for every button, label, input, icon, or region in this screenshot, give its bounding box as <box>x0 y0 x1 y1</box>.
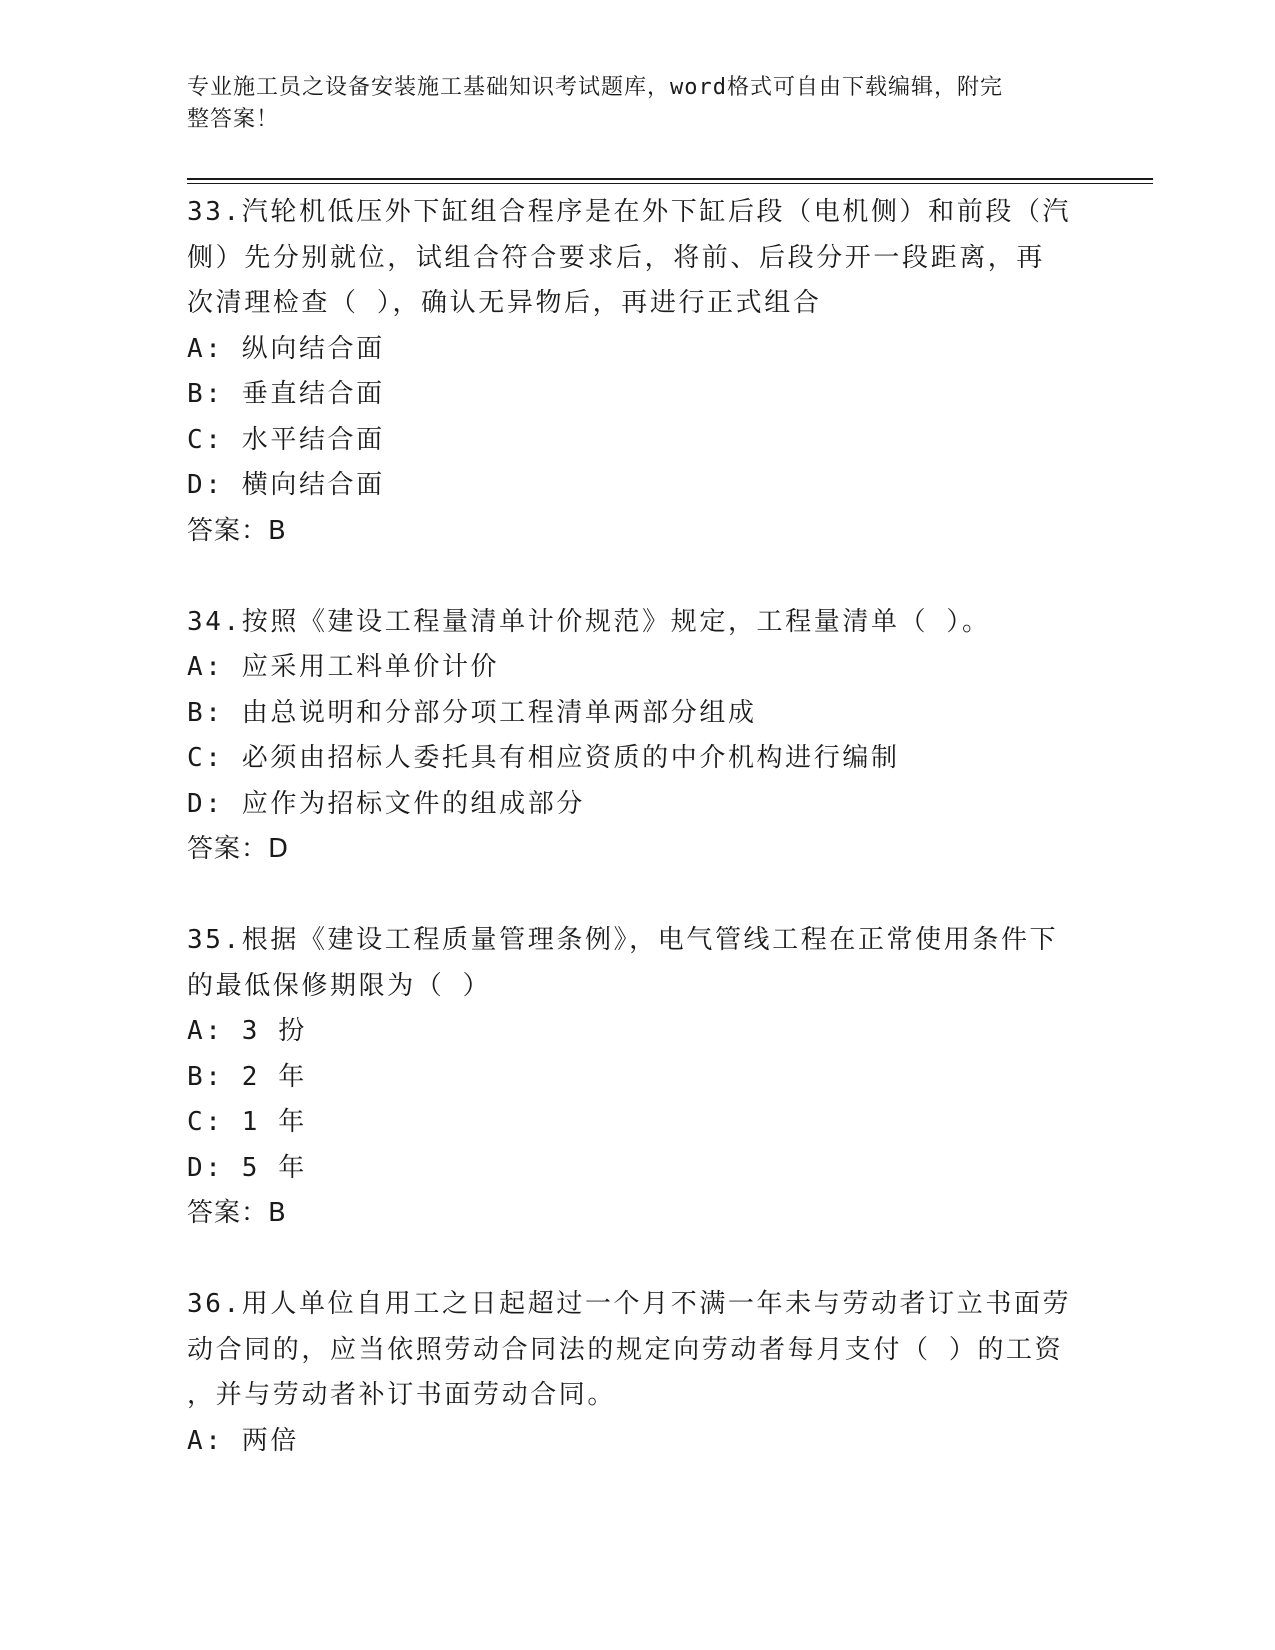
question-spacer <box>187 873 1077 919</box>
question-text: 36.用人单位自用工之日起超过一个月不满一年未与劳动者订立书面劳 <box>187 1289 1072 1319</box>
answer-label: 答案：B <box>187 1198 287 1228</box>
option-a: A: 纵向结合面 <box>187 333 385 364</box>
document-header <box>187 72 1067 136</box>
option-c: C: 1 年 <box>187 1107 307 1137</box>
question-spacer <box>187 554 1077 600</box>
option-d: D: 应作为招标文件的组成部分 <box>187 788 585 819</box>
option-b: B: 2 年 <box>187 1061 307 1092</box>
question-text: ，并与劳动者补订书面劳动合同。 <box>187 1380 617 1410</box>
option-d: D: 5 年 <box>187 1152 307 1183</box>
question-36 <box>187 1282 1077 1464</box>
header-line-1: 专业施工员之设备安装施工基础知识考试题库，word格式可自由下载编辑，附完 <box>187 75 1003 100</box>
option-c: C: 水平结合面 <box>187 424 385 455</box>
question-35 <box>187 918 1077 1237</box>
answer-label: 答案：D <box>187 834 290 864</box>
question-text: 动合同的，应当依照劳动合同法的规定向劳动者每月支付（ ）的工资 <box>187 1334 1064 1365</box>
header-divider <box>187 178 1153 184</box>
question-text: 33.汽轮机低压外下缸组合程序是在外下缸后段（电机侧）和前段（汽 <box>187 197 1072 227</box>
option-a: A: 3 扮 <box>187 1016 307 1046</box>
question-33 <box>187 190 1077 554</box>
question-text: 侧）先分别就位，试组合符合要求后，将前、后段分开一段距离，再 <box>187 242 1046 273</box>
question-34 <box>187 600 1077 873</box>
option-b: B: 垂直结合面 <box>187 379 385 409</box>
question-spacer <box>187 1237 1077 1283</box>
question-text: 的最低保修期限为（ ） <box>187 970 492 1001</box>
question-text: 35.根据《建设工程质量管理条例》，电气管线工程在正常使用条件下 <box>187 925 1059 955</box>
option-a: A: 两倍 <box>187 1425 299 1456</box>
option-b: B: 由总说明和分部分项工程清单两部分组成 <box>187 697 757 728</box>
answer-label: 答案：B <box>187 515 287 546</box>
option-a: A: 应采用工料单价计价 <box>187 652 500 682</box>
question-text: 34.按照《建设工程量清单计价规范》规定，工程量清单（ ）。 <box>187 606 991 637</box>
question-text: 次清理检查（ ），确认无异物后，再进行正式组合 <box>187 288 822 318</box>
option-d: D: 横向结合面 <box>187 470 385 500</box>
option-c: C: 必须由招标人委托具有相应资质的中介机构进行编制 <box>187 743 900 773</box>
header-line-2: 整答案！ <box>187 107 280 132</box>
question-list <box>187 190 1077 1464</box>
